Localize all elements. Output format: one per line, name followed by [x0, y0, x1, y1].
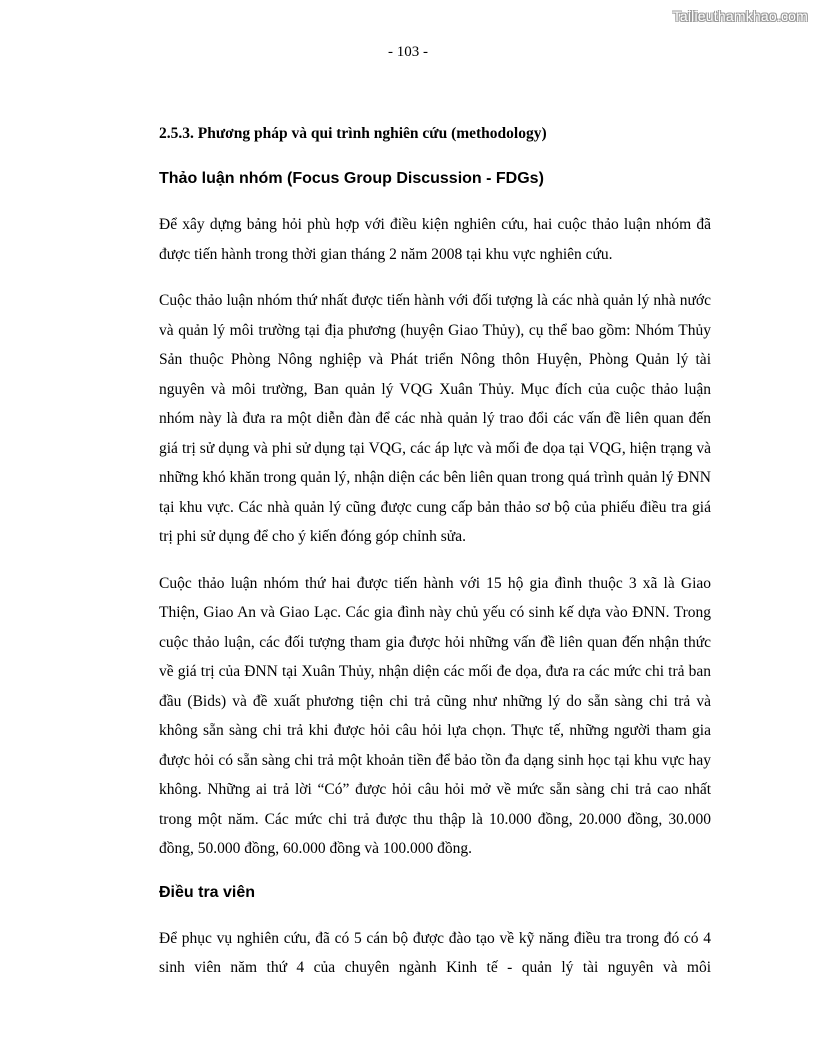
- paragraph-first-discussion: Cuộc thảo luận nhóm thứ nhất được tiến hành với đối tượng là các nhà quản lý nhà nước và quản lý môi trường tại địa phương (huyện Giao Thủy), cụ thể bao gồm: Nhóm Thủy Sản thuộc Phòng Nông nghiệp và Phát triển Nông thôn Huyện, Phòng Quản lý tài nguyên và môi trường, Ban quản lý VQG Xuân Thủy. Mục đích của cuộc thảo luận nhóm này là đưa ra một diễn đàn để các nhà quản lý trao đổi các vấn đề liên quan đến giá trị sử dụng và phi sử dụng tại VQG, các áp lực và mối đe dọa tại VQG, hiện trạng và những khó khăn trong quản lý, nhận diện các bên liên quan trong quá trình quản lý ĐNN tại khu vực. Các nhà quản lý cũng được cung cấp bản thảo sơ bộ của phiếu điều tra giá trị phi sử dụng để cho ý kiến đóng góp chỉnh sửa.: [159, 292, 711, 545]
- paragraph-intro: Để xây dựng bảng hỏi phù hợp với điều kiện nghiên cứu, hai cuộc thảo luận nhóm đã được tiến hành trong thời gian tháng 2 năm 2008 tại khu vực nghiên cứu.: [159, 216, 711, 263]
- document-body: [159, 122, 711, 1000]
- paragraph-second-discussion: Cuộc thảo luận nhóm thứ hai được tiến hành với 15 hộ gia đình thuộc 3 xã là Giao Thiện, Giao An và Giao Lạc. Các gia đình này chủ yếu có sinh kế dựa vào ĐNN. Trong cuộc thảo luận, các đối tượng tham gia được hỏi những vấn đề liên quan đến nhận thức về giá trị của ĐNN tại Xuân Thủy, nhận diện các mối đe dọa, đưa ra các mức chi trả ban đầu (Bids) và đề xuất phương tiện chi trả cũng như những lý do sẵn sàng chi trả và không sẵn sàng chi trả khi được hỏi câu hỏi lựa chọn. Thực tế, những người tham gia được hỏi có sẵn sàng chi trả một khoản tiền để bảo tồn đa dạng sinh học tại khu vực hay không. Những ai trả lời “Có” được hỏi câu hỏi mở về mức sẵn sàng chi trả cao nhất trong một năm. Các mức chi trả được thu thập là 10.000 đồng, 20.000 đồng, 30.000 đồng, 50.000 đồng, 60.000 đồng và 100.000 đồng.: [159, 574, 711, 857]
- watermark-text: Tailieuthamkhao.com: [672, 8, 808, 24]
- paragraph-surveyors: Để phục vụ nghiên cứu, đã có 5 cán bộ được đào tạo về kỹ năng điều tra trong đó có 4 sinh viên năm thứ 4 của chuyên ngành Kinh tế - quản lý tài nguyên và môi: [159, 929, 711, 976]
- subheading-surveyors: Điều tra viên: [159, 883, 256, 901]
- page-number: - 103 -: [388, 44, 428, 60]
- subheading-focus-group: Thảo luận nhóm (Focus Group Discussion - FDGs): [159, 170, 544, 187]
- section-heading: 2.5.3. Phương pháp và qui trình nghiên cứu (methodology): [159, 125, 547, 142]
